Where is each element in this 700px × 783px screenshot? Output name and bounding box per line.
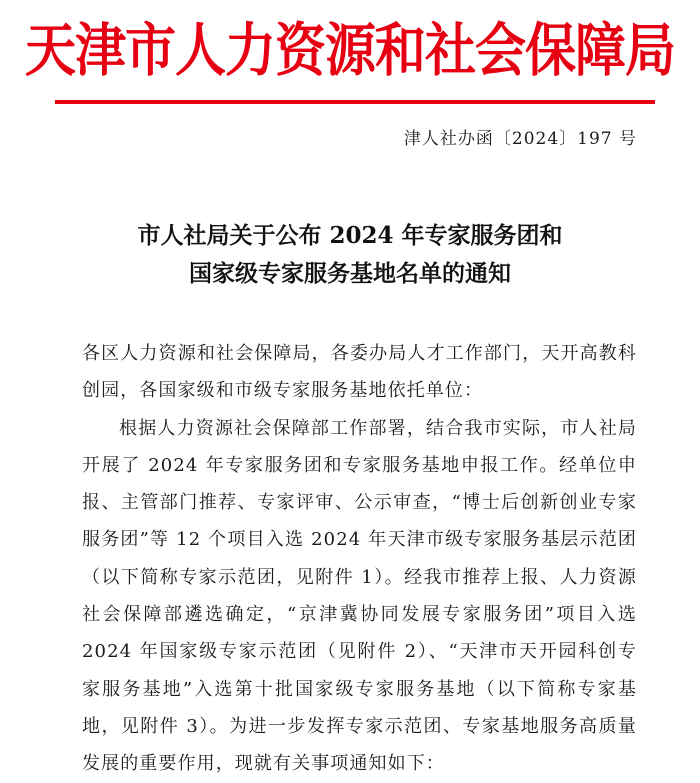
body-paragraph-1: 根据人力资源社会保障部工作部署，结合我市实际，市人社局开展了 2024 年专家服务团和专家服务基地申报工作。经单位申报、主管部门推荐、专家评审、公示审查，“博士后创新创业专家服务团”等 12 个项目入选 2024 年天津市级专家服务基层示范团（以下简称专家示范团，见附件 1）。经我市推荐上报、人力资源社会保障部遴选确定，“京津冀协同发展专家服务团”项目入选 2024 年国家级专家示范团（见附件 2）、“天津市天开园科创专家服务基地”入选第十批国家级专家服务基地（以下简称专家基地，见附件 3）。为进一步发挥专家示范团、专家基地服务高质量发展的重要作用，现就有关事项通知如下： bbox=[82, 417, 637, 775]
salutation: 各区人力资源和社会保障局，各委办局人才工作部门，天开高教科创园，各国家级和市级专家服务基地依托单位： bbox=[82, 343, 637, 402]
document-number: 津人社办函〔2024〕197 号 bbox=[403, 129, 637, 149]
document-body bbox=[82, 335, 637, 783]
title-line-1: 市人社局关于公布 2024 年专家服务团和 bbox=[137, 222, 563, 249]
document-title bbox=[0, 217, 700, 293]
title-line-2: 国家级专家服务基地名单的通知 bbox=[189, 260, 511, 287]
red-header-rule bbox=[55, 100, 655, 104]
issuing-authority-header: 天津市人力资源和社会保障局 bbox=[24, 17, 675, 85]
